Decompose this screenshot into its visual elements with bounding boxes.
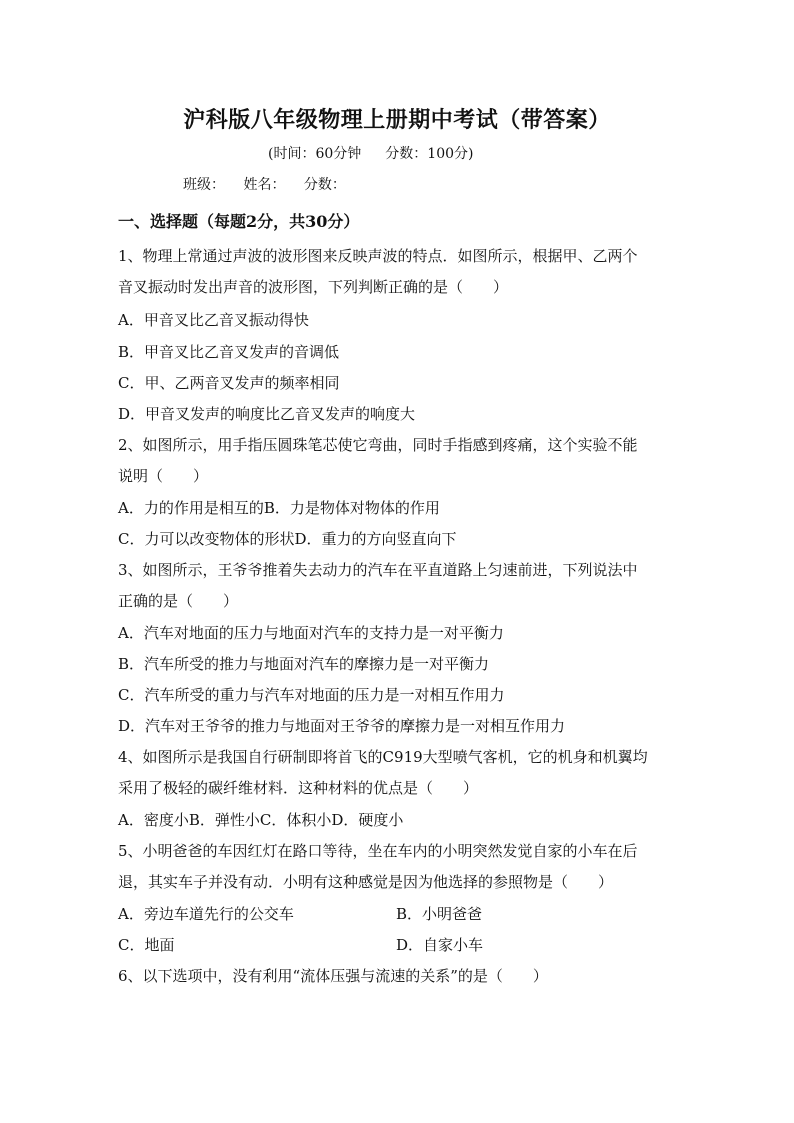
q5-option-d: D．自家小车 [396, 936, 484, 954]
q1-option-b: B．甲音叉比乙音叉发声的音调低 [118, 343, 340, 361]
q4-options: A．密度小B．弹性小C．体积小D．硬度小 [118, 811, 404, 829]
q3-stem-line1: 3、如图所示，王爷爷推着失去动力的汽车在平直道路上匀速前进，下列说法中 [118, 561, 638, 579]
q1-option-c: C．甲、乙两音叉发声的频率相同 [118, 374, 340, 392]
q1-stem-line2: 音叉振动时发出声音的波形图，下列判断正确的是（ ） [118, 278, 509, 296]
q2-options-cd: C．力可以改变物体的形状D．重力的方向竖直向下 [118, 530, 457, 548]
q5-option-c: C．地面 [118, 936, 175, 954]
q1-option-a: A．甲音叉比乙音叉振动得快 [118, 311, 309, 329]
score-label: 分数： [303, 177, 346, 193]
q2-stem-line2: 说明（ ） [118, 467, 209, 485]
q3-option-d: D．汽车对王爷爷的推力与地面对王爷爷的摩擦力是一对相互作用力 [118, 717, 566, 735]
q3-option-a: A．汽车对地面的压力与地面对汽车的支持力是一对平衡力 [118, 624, 504, 642]
q2-options-ab: A．力的作用是相互的B．力是物体对物体的作用 [118, 499, 440, 517]
exam-score: 分数：100分) [385, 146, 474, 162]
q5-option-b: B．小明爸爸 [396, 905, 483, 923]
class-label: 班级： [183, 177, 225, 193]
q6-stem-line1: 6、以下选项中，没有利用“流体压强与流速的关系”的是（ ） [118, 967, 548, 985]
page-title: 沪科版八年级物理上册期中考试（带答案） [183, 107, 611, 133]
q1-option-d: D．甲音叉发声的响度比乙音叉发声的响度大 [118, 405, 416, 423]
section-heading: 一、选择题（每题2分，共30分） [118, 212, 360, 231]
q5-stem-line2: 退，其实车子并没有动．小明有这种感觉是因为他选择的参照物是（ ） [118, 873, 614, 891]
q5-stem-line1: 5、小明爸爸的车因红灯在路口等待，坐在车内的小明突然发觉自家的小车在后 [118, 842, 638, 860]
q5-option-a: A．旁边车道先行的公交车 [118, 905, 294, 923]
q1-stem-line1: 1、物理上常通过声波的波形图来反映声波的特点．如图所示，根据甲、乙两个 [118, 247, 638, 265]
q4-stem-line2: 采用了极轻的碳纤维材料．这种材料的优点是（ ） [118, 779, 479, 797]
q3-stem-line2: 正确的是（ ） [118, 592, 239, 610]
q4-stem-line1: 4、如图所示是我国自行研制即将首飞的C919大型喷气客机，它的机身和机翼均 [118, 748, 648, 766]
exam-time: (时间：60分钟 [268, 146, 362, 162]
q3-option-c: C．汽车所受的重力与汽车对地面的压力是一对相互作用力 [118, 686, 505, 704]
exam-meta [268, 143, 473, 163]
student-info [183, 174, 360, 194]
q2-stem-line1: 2、如图所示，用手指压圆珠笔芯使它弯曲，同时手指感到疼痛，这个实验不能 [118, 436, 638, 454]
name-label: 姓名： [243, 177, 286, 193]
q3-option-b: B．汽车所受的推力与地面对汽车的摩擦力是一对平衡力 [118, 655, 490, 673]
